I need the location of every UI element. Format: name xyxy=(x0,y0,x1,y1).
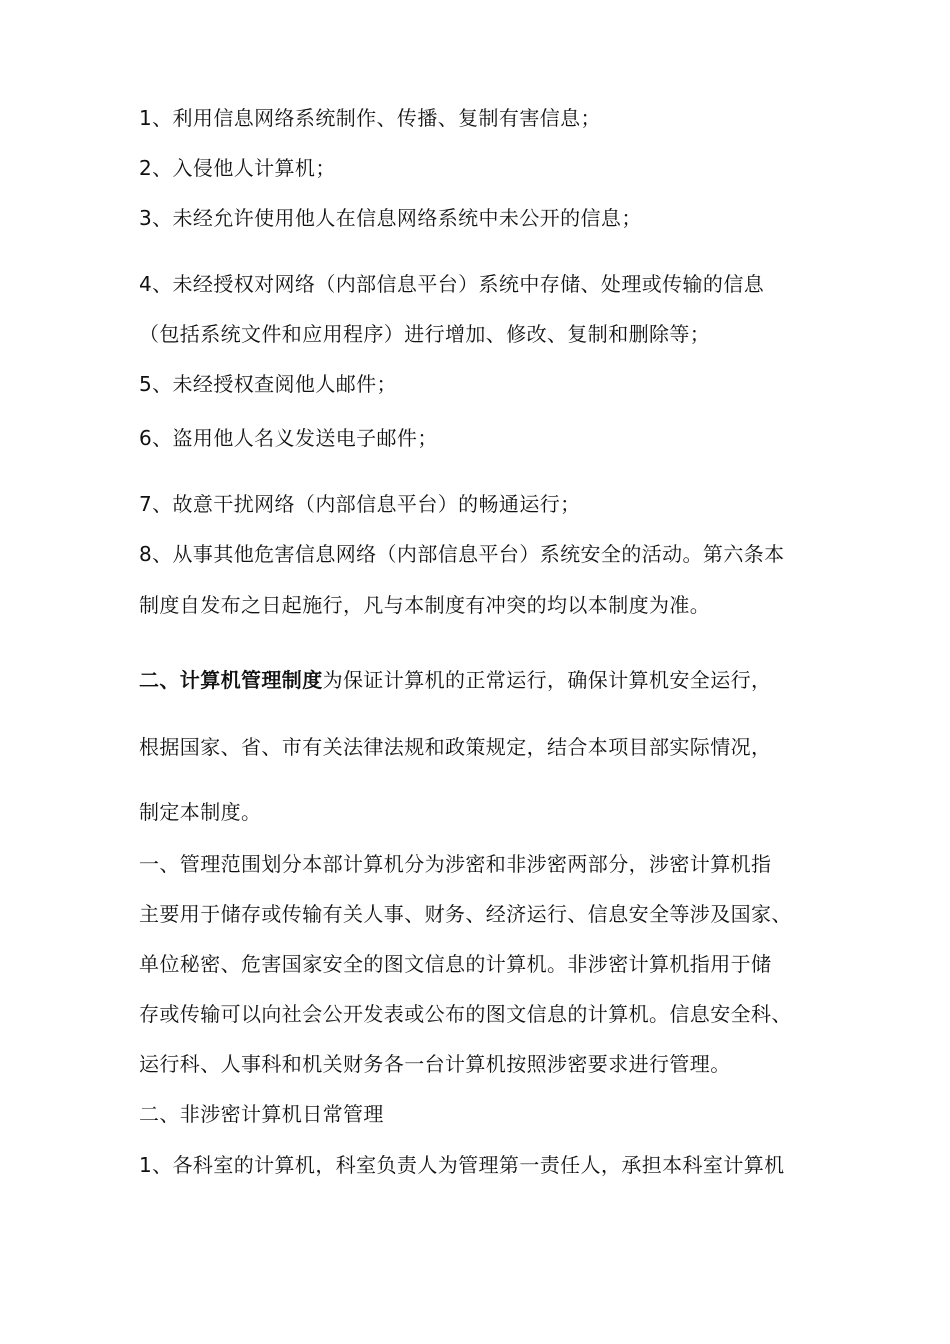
list-item: 3、未经允许使用他人在信息网络系统中未公开的信息； xyxy=(139,206,642,230)
paragraph-line: 存或传输可以向社会公开发表或公布的图文信息的计算机。信息安全科、 xyxy=(139,1002,792,1026)
paragraph-line: 一、管理范围划分本部计算机分为涉密和非涉密两部分，涉密计算机指 xyxy=(139,852,772,876)
list-item: 6、盗用他人名义发送电子邮件； xyxy=(139,426,438,450)
list-item: 2、入侵他人计算机； xyxy=(139,156,336,180)
paragraph-line: 运行科、人事科和机关财务各一台计算机按照涉密要求进行管理。 xyxy=(139,1052,731,1076)
paragraph-line: 单位秘密、危害国家安全的图文信息的计算机。非涉密计算机指用于储 xyxy=(139,952,772,976)
section-heading-line xyxy=(139,668,771,692)
section-heading-tail: 为保证计算机的正常运行，确保计算机安全运行， xyxy=(322,668,772,692)
list-item: 1、利用信息网络系统制作、传播、复制有害信息； xyxy=(139,106,601,130)
paragraph-line: 主要用于储存或传输有关人事、财务、经济运行、信息安全等涉及国家、 xyxy=(139,902,792,926)
paragraph-line: 制定本制度。 xyxy=(139,800,262,824)
list-item-continuation: （包括系统文件和应用程序）进行增加、修改、复制和删除等； xyxy=(139,322,711,346)
list-item: 1、各科室的计算机，科室负责人为管理第一责任人，承担本科室计算机 xyxy=(139,1153,785,1177)
list-item: 4、未经授权对网络（内部信息平台）系统中存储、处理或传输的信息 xyxy=(139,272,765,296)
subsection-heading: 二、非涉密计算机日常管理 xyxy=(139,1102,384,1126)
list-item: 5、未经授权查阅他人邮件； xyxy=(139,372,397,396)
list-item: 7、故意干扰网络（内部信息平台）的畅通运行； xyxy=(139,492,581,516)
paragraph-line: 根据国家、省、市有关法律法规和政策规定，结合本项目部实际情况， xyxy=(139,735,772,759)
section-heading: 二、计算机管理制度 xyxy=(139,668,323,692)
list-item: 8、从事其他危害信息网络（内部信息平台）系统安全的活动。第六条本 xyxy=(139,542,785,566)
paragraph-line: 制度自发布之日起施行，凡与本制度有冲突的均以本制度为准。 xyxy=(139,593,711,617)
